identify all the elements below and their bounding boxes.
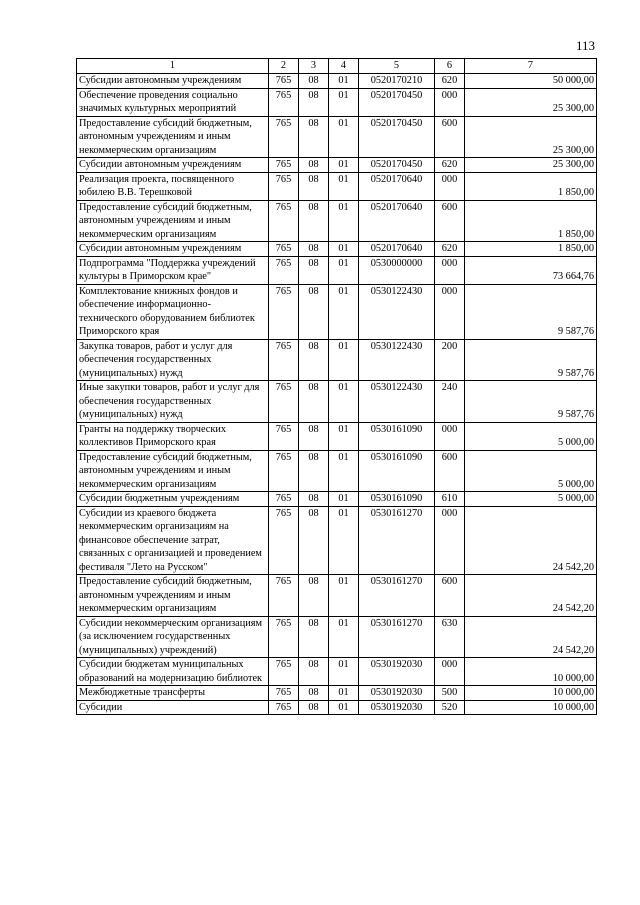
row-expense-type-code: 500 bbox=[435, 686, 465, 701]
row-ministry-code: 765 bbox=[269, 158, 299, 173]
row-ministry-code: 765 bbox=[269, 686, 299, 701]
row-ministry-code: 765 bbox=[269, 284, 299, 339]
row-target-code: 0530122430 bbox=[359, 339, 435, 381]
row-section-code: 08 bbox=[299, 242, 329, 257]
row-target-code: 0530161270 bbox=[359, 616, 435, 658]
row-amount: 73 664,76 bbox=[465, 256, 597, 284]
row-expense-type-code: 600 bbox=[435, 200, 465, 242]
row-expense-type-code: 600 bbox=[435, 575, 465, 617]
row-amount: 24 542,20 bbox=[465, 616, 597, 658]
page-number: 113 bbox=[575, 38, 595, 53]
table-row bbox=[77, 339, 597, 381]
header-cell: 1 bbox=[77, 59, 269, 74]
row-target-code: 0530192030 bbox=[359, 686, 435, 701]
row-subsection-code: 01 bbox=[329, 422, 359, 450]
row-target-code: 0530161270 bbox=[359, 575, 435, 617]
row-subsection-code: 01 bbox=[329, 242, 359, 257]
row-expense-type-code: 600 bbox=[435, 116, 465, 158]
row-amount: 5 000,00 bbox=[465, 492, 597, 507]
header-cell: 5 bbox=[359, 59, 435, 74]
table-row bbox=[77, 284, 597, 339]
row-name: Субсидии автономным учреждениям bbox=[77, 158, 269, 173]
row-subsection-code: 01 bbox=[329, 256, 359, 284]
row-ministry-code: 765 bbox=[269, 88, 299, 116]
row-target-code: 0530000000 bbox=[359, 256, 435, 284]
row-amount: 25 300,00 bbox=[465, 116, 597, 158]
row-name: Иные закупки товаров, работ и услуг для обеспечения государственных (муниципальных) нужд bbox=[77, 381, 269, 423]
row-ministry-code: 765 bbox=[269, 74, 299, 89]
row-amount: 50 000,00 bbox=[465, 74, 597, 89]
row-subsection-code: 01 bbox=[329, 339, 359, 381]
row-ministry-code: 765 bbox=[269, 339, 299, 381]
header-cell: 6 bbox=[435, 59, 465, 74]
table-row bbox=[77, 172, 597, 200]
row-ministry-code: 765 bbox=[269, 200, 299, 242]
row-ministry-code: 765 bbox=[269, 575, 299, 617]
row-amount: 1 850,00 bbox=[465, 200, 597, 242]
row-section-code: 08 bbox=[299, 172, 329, 200]
row-section-code: 08 bbox=[299, 506, 329, 575]
row-expense-type-code: 200 bbox=[435, 339, 465, 381]
row-ministry-code: 765 bbox=[269, 700, 299, 715]
row-subsection-code: 01 bbox=[329, 88, 359, 116]
row-amount: 5 000,00 bbox=[465, 422, 597, 450]
row-ministry-code: 765 bbox=[269, 616, 299, 658]
row-name: Подпрограмма "Поддержка учреждений культуры в Приморском крае" bbox=[77, 256, 269, 284]
row-section-code: 08 bbox=[299, 200, 329, 242]
row-subsection-code: 01 bbox=[329, 172, 359, 200]
row-name: Предоставление субсидий бюджетным, автономным учреждениям и иным некоммерческим организациям bbox=[77, 200, 269, 242]
row-amount: 9 587,76 bbox=[465, 284, 597, 339]
row-ministry-code: 765 bbox=[269, 450, 299, 492]
row-expense-type-code: 610 bbox=[435, 492, 465, 507]
row-ministry-code: 765 bbox=[269, 381, 299, 423]
row-expense-type-code: 520 bbox=[435, 700, 465, 715]
header-cell: 4 bbox=[329, 59, 359, 74]
row-target-code: 0530161090 bbox=[359, 450, 435, 492]
row-section-code: 08 bbox=[299, 381, 329, 423]
table-row bbox=[77, 200, 597, 242]
row-section-code: 08 bbox=[299, 492, 329, 507]
table-row bbox=[77, 658, 597, 686]
table-row bbox=[77, 492, 597, 507]
row-expense-type-code: 620 bbox=[435, 158, 465, 173]
row-name: Предоставление субсидий бюджетным, автономным учреждениям и иным некоммерческим организациям bbox=[77, 116, 269, 158]
row-name: Закупка товаров, работ и услуг для обеспечения государственных (муниципальных) нужд bbox=[77, 339, 269, 381]
row-amount: 25 300,00 bbox=[465, 88, 597, 116]
row-section-code: 08 bbox=[299, 575, 329, 617]
row-section-code: 08 bbox=[299, 339, 329, 381]
row-expense-type-code: 000 bbox=[435, 658, 465, 686]
row-expense-type-code: 000 bbox=[435, 256, 465, 284]
row-expense-type-code: 620 bbox=[435, 242, 465, 257]
row-ministry-code: 765 bbox=[269, 242, 299, 257]
row-amount: 1 850,00 bbox=[465, 172, 597, 200]
row-amount: 10 000,00 bbox=[465, 658, 597, 686]
table-row bbox=[77, 88, 597, 116]
table-row bbox=[77, 450, 597, 492]
row-subsection-code: 01 bbox=[329, 74, 359, 89]
table-row bbox=[77, 116, 597, 158]
table-row bbox=[77, 242, 597, 257]
table-body bbox=[77, 74, 597, 715]
row-subsection-code: 01 bbox=[329, 200, 359, 242]
table-row bbox=[77, 506, 597, 575]
row-amount: 10 000,00 bbox=[465, 686, 597, 701]
row-target-code: 0530161090 bbox=[359, 422, 435, 450]
row-name: Субсидии автономным учреждениям bbox=[77, 242, 269, 257]
row-section-code: 08 bbox=[299, 700, 329, 715]
row-ministry-code: 765 bbox=[269, 256, 299, 284]
row-target-code: 0520170450 bbox=[359, 158, 435, 173]
row-name: Гранты на поддержку творческих коллективов Приморского края bbox=[77, 422, 269, 450]
row-subsection-code: 01 bbox=[329, 381, 359, 423]
row-subsection-code: 01 bbox=[329, 575, 359, 617]
row-section-code: 08 bbox=[299, 88, 329, 116]
row-subsection-code: 01 bbox=[329, 450, 359, 492]
row-ministry-code: 765 bbox=[269, 506, 299, 575]
row-expense-type-code: 000 bbox=[435, 172, 465, 200]
row-subsection-code: 01 bbox=[329, 284, 359, 339]
row-name: Субсидии бюджетам муниципальных образований на модернизацию библиотек bbox=[77, 658, 269, 686]
row-target-code: 0530192030 bbox=[359, 658, 435, 686]
row-name: Субсидии bbox=[77, 700, 269, 715]
table-row bbox=[77, 422, 597, 450]
row-section-code: 08 bbox=[299, 284, 329, 339]
row-section-code: 08 bbox=[299, 256, 329, 284]
row-name: Субсидии автономным учреждениям bbox=[77, 74, 269, 89]
row-section-code: 08 bbox=[299, 686, 329, 701]
header-row bbox=[77, 59, 597, 74]
row-subsection-code: 01 bbox=[329, 686, 359, 701]
row-ministry-code: 765 bbox=[269, 492, 299, 507]
table-row bbox=[77, 616, 597, 658]
table-row bbox=[77, 158, 597, 173]
row-amount: 25 300,00 bbox=[465, 158, 597, 173]
table-row bbox=[77, 381, 597, 423]
row-subsection-code: 01 bbox=[329, 492, 359, 507]
row-amount: 9 587,76 bbox=[465, 381, 597, 423]
row-expense-type-code: 000 bbox=[435, 422, 465, 450]
row-amount: 24 542,20 bbox=[465, 575, 597, 617]
table-row bbox=[77, 700, 597, 715]
row-target-code: 0530122430 bbox=[359, 284, 435, 339]
row-subsection-code: 01 bbox=[329, 616, 359, 658]
table-row bbox=[77, 256, 597, 284]
row-subsection-code: 01 bbox=[329, 506, 359, 575]
table-row bbox=[77, 686, 597, 701]
header-cell: 7 bbox=[465, 59, 597, 74]
row-subsection-code: 01 bbox=[329, 158, 359, 173]
row-target-code: 0520170450 bbox=[359, 116, 435, 158]
row-amount: 5 000,00 bbox=[465, 450, 597, 492]
row-ministry-code: 765 bbox=[269, 422, 299, 450]
row-expense-type-code: 600 bbox=[435, 450, 465, 492]
row-subsection-code: 01 bbox=[329, 700, 359, 715]
row-section-code: 08 bbox=[299, 74, 329, 89]
table-row bbox=[77, 74, 597, 89]
row-name: Межбюджетные трансферты bbox=[77, 686, 269, 701]
row-section-code: 08 bbox=[299, 158, 329, 173]
row-expense-type-code: 000 bbox=[435, 88, 465, 116]
row-name: Предоставление субсидий бюджетным, автономным учреждениям и иным некоммерческим организациям bbox=[77, 575, 269, 617]
row-ministry-code: 765 bbox=[269, 116, 299, 158]
row-ministry-code: 765 bbox=[269, 172, 299, 200]
row-subsection-code: 01 bbox=[329, 658, 359, 686]
row-amount: 9 587,76 bbox=[465, 339, 597, 381]
row-expense-type-code: 000 bbox=[435, 284, 465, 339]
row-amount: 24 542,20 bbox=[465, 506, 597, 575]
row-target-code: 0530161090 bbox=[359, 492, 435, 507]
row-target-code: 0530192030 bbox=[359, 700, 435, 715]
row-section-code: 08 bbox=[299, 116, 329, 158]
row-section-code: 08 bbox=[299, 616, 329, 658]
row-name: Субсидии из краевого бюджета некоммерческим организациям на финансовое обеспечение затрат, связанных с организацией и проведением фестиваля "Лето на Русском" bbox=[77, 506, 269, 575]
row-amount: 10 000,00 bbox=[465, 700, 597, 715]
header-cell: 3 bbox=[299, 59, 329, 74]
row-name: Предоставление субсидий бюджетным, автономным учреждениям и иным некоммерческим организациям bbox=[77, 450, 269, 492]
row-target-code: 0530122430 bbox=[359, 381, 435, 423]
row-expense-type-code: 000 bbox=[435, 506, 465, 575]
row-expense-type-code: 630 bbox=[435, 616, 465, 658]
row-name: Обеспечение проведения социально значимых культурных мероприятий bbox=[77, 88, 269, 116]
row-section-code: 08 bbox=[299, 450, 329, 492]
row-ministry-code: 765 bbox=[269, 658, 299, 686]
row-name: Комплектование книжных фондов и обеспечение информационно-технического оборудованием библиотек Приморского края bbox=[77, 284, 269, 339]
row-target-code: 0530161270 bbox=[359, 506, 435, 575]
row-target-code: 0520170640 bbox=[359, 242, 435, 257]
budget-table bbox=[76, 58, 597, 715]
table-row bbox=[77, 575, 597, 617]
header-cell: 2 bbox=[269, 59, 299, 74]
row-section-code: 08 bbox=[299, 422, 329, 450]
row-expense-type-code: 240 bbox=[435, 381, 465, 423]
row-amount: 1 850,00 bbox=[465, 242, 597, 257]
row-name: Субсидии бюджетным учреждениям bbox=[77, 492, 269, 507]
row-target-code: 0520170640 bbox=[359, 172, 435, 200]
row-name: Реализация проекта, посвященного юбилею В.В. Терешковой bbox=[77, 172, 269, 200]
row-target-code: 0520170450 bbox=[359, 88, 435, 116]
row-target-code: 0520170210 bbox=[359, 74, 435, 89]
row-subsection-code: 01 bbox=[329, 116, 359, 158]
row-name: Субсидии некоммерческим организациям (за исключением государственных (муниципальных) учреждений) bbox=[77, 616, 269, 658]
row-target-code: 0520170640 bbox=[359, 200, 435, 242]
row-expense-type-code: 620 bbox=[435, 74, 465, 89]
row-section-code: 08 bbox=[299, 658, 329, 686]
